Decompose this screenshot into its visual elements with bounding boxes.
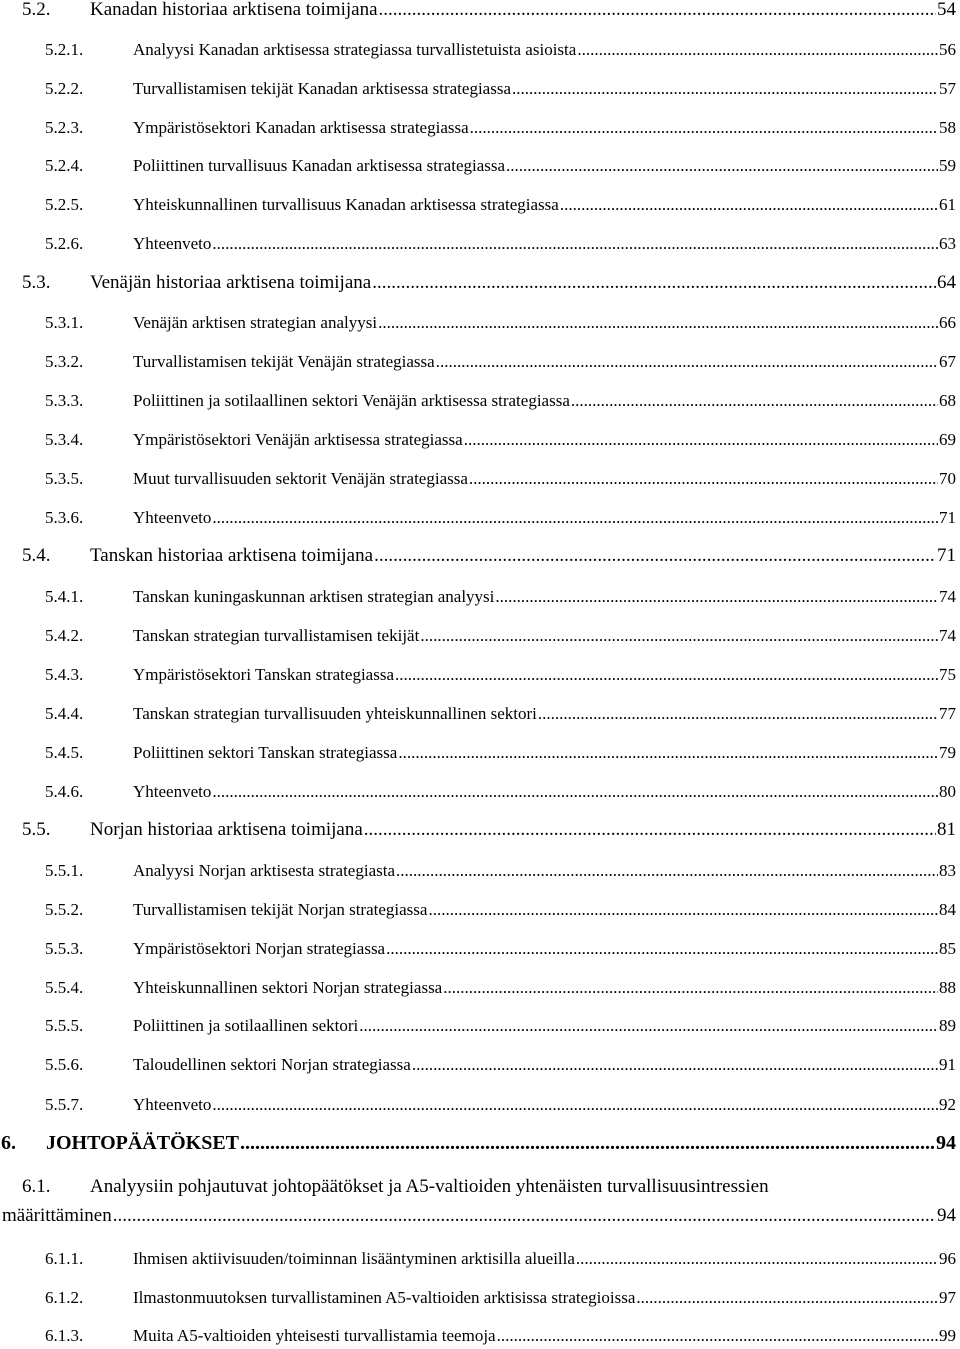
toc-entry[interactable] xyxy=(45,80,956,97)
dot-leader xyxy=(495,588,938,605)
dot-leader xyxy=(359,1017,938,1034)
toc-page-number: 69 xyxy=(939,430,956,449)
toc-entry[interactable] xyxy=(45,1289,956,1306)
toc-entry[interactable] xyxy=(45,862,956,879)
toc-page-number: 64 xyxy=(937,272,956,293)
toc-title: Poliittinen ja sotilaallinen sektori Venäjän arktisessa strategiassa xyxy=(133,391,570,410)
toc-number: 5.3.4. xyxy=(45,430,84,449)
dot-leader xyxy=(497,1327,938,1344)
toc-entry[interactable] xyxy=(45,901,956,918)
toc-entry[interactable] xyxy=(22,546,956,565)
toc-number: 5.5.1. xyxy=(45,861,84,880)
toc-number: 5.5.4. xyxy=(45,978,84,997)
toc-page-number: 88 xyxy=(939,978,956,997)
toc-page-number: 77 xyxy=(939,704,956,723)
toc-entry[interactable] xyxy=(45,1096,956,1113)
dot-leader xyxy=(470,119,938,136)
toc-entry[interactable] xyxy=(45,157,956,174)
toc-number: 5.4.1. xyxy=(45,587,84,606)
toc-title: Tanskan historiaa arktisena toimijana xyxy=(90,545,374,566)
toc-page-number: 80 xyxy=(939,782,956,801)
toc-number: 5.2.3. xyxy=(45,118,84,137)
toc-title: Taloudellinen sektori Norjan strategiassa xyxy=(133,1055,411,1074)
toc-title: Ympäristösektori Norjan strategiassa xyxy=(133,939,386,958)
dot-leader xyxy=(398,744,938,761)
toc-page-number: 56 xyxy=(939,40,956,59)
toc-entry[interactable] xyxy=(45,235,956,252)
toc-title: Turvallistamisen tekijät Venäjän strategiassa xyxy=(133,352,435,371)
toc-page-number: 74 xyxy=(939,626,956,645)
toc-entry[interactable] xyxy=(45,588,956,605)
toc-title: Tanskan strategian turvallisuuden yhteiskunnallinen sektori xyxy=(133,704,537,723)
toc-number: 6.1. xyxy=(22,1176,51,1197)
toc-page-number: 92 xyxy=(939,1095,956,1114)
dot-leader xyxy=(386,940,938,957)
toc-entry[interactable] xyxy=(45,666,956,683)
toc-page-number: 54 xyxy=(937,0,956,20)
dot-leader xyxy=(372,273,936,292)
toc-number: 5.5. xyxy=(22,819,51,840)
toc-page-number: 85 xyxy=(939,939,956,958)
toc-title: Turvallistamisen tekijät Norjan strategiassa xyxy=(133,900,428,919)
toc-number: 5.5.2. xyxy=(45,900,84,919)
toc-number: 6.1.1. xyxy=(45,1249,84,1268)
toc-title: Ihmisen aktiivisuuden/toiminnan lisääntyminen arktisilla alueilla xyxy=(133,1249,575,1268)
dot-leader xyxy=(378,314,938,331)
toc-entry[interactable] xyxy=(45,783,956,800)
toc-number: 5.4.3. xyxy=(45,665,84,684)
toc-entry[interactable] xyxy=(45,470,956,487)
dot-leader xyxy=(512,80,938,97)
dot-leader xyxy=(576,1250,938,1267)
toc-number: 5.3.1. xyxy=(45,313,84,332)
toc-page-number: 61 xyxy=(939,195,956,214)
toc-title: Norjan historiaa arktisena toimijana xyxy=(90,819,363,840)
toc-page-number: 71 xyxy=(939,508,956,527)
toc-entry[interactable] xyxy=(45,979,956,996)
toc-entry-chapter[interactable] xyxy=(1,1133,956,1153)
toc-number: 5.4.2. xyxy=(45,626,84,645)
toc-entry[interactable] xyxy=(45,392,956,409)
toc-entry[interactable] xyxy=(45,1250,956,1267)
dot-leader xyxy=(428,901,938,918)
toc-page-number: 83 xyxy=(939,861,956,880)
toc-number: 6. xyxy=(1,1132,16,1154)
toc-title: Poliittinen sektori Tanskan strategiassa xyxy=(133,743,398,762)
toc-title: Muita A5-valtioiden yhteisesti turvallistamia teemoja xyxy=(133,1326,496,1345)
toc-number: 6.1.2. xyxy=(45,1288,84,1307)
toc-entry[interactable] xyxy=(45,196,956,213)
toc-number: 5.3. xyxy=(22,272,51,293)
toc-page-number: 63 xyxy=(939,234,956,253)
toc-number: 6.1.3. xyxy=(45,1326,84,1345)
toc-entry[interactable] xyxy=(45,353,956,370)
dot-leader xyxy=(469,470,938,487)
toc-page-number: 99 xyxy=(939,1326,956,1345)
toc-title: Analyysi Kanadan arktisessa strategiassa turvallistetuista asioista xyxy=(133,40,577,59)
dot-leader xyxy=(443,979,938,996)
toc-title: Poliittinen ja sotilaallinen sektori xyxy=(133,1016,359,1035)
toc-page-number: 91 xyxy=(939,1055,956,1074)
toc-page-number: 96 xyxy=(939,1249,956,1268)
toc-title: Venäjän historiaa arktisena toimijana xyxy=(90,272,372,293)
toc-title: Poliittinen turvallisuus Kanadan arktisessa strategiassa xyxy=(133,156,506,175)
dot-leader xyxy=(538,705,938,722)
toc-title: Muut turvallisuuden sektorit Venäjän strategiassa xyxy=(133,469,468,488)
toc-entry[interactable] xyxy=(45,940,956,957)
toc-page-number: 70 xyxy=(939,469,956,488)
dot-leader xyxy=(212,235,938,252)
toc-title: Venäjän arktisen strategian analyysi xyxy=(133,313,378,332)
toc-title: Analyysiin pohjautuvat johtopäätökset ja A5-valtioiden yhtenäisten turvallisuusintressien xyxy=(90,1176,769,1197)
toc-entry[interactable] xyxy=(45,744,956,761)
dot-leader xyxy=(412,1056,938,1073)
dot-leader xyxy=(436,353,938,370)
dot-leader xyxy=(379,0,936,19)
toc-page-number: 58 xyxy=(939,118,956,137)
toc-page-number: 89 xyxy=(939,1016,956,1035)
toc-page-number: 67 xyxy=(939,352,956,371)
toc-page-number: 84 xyxy=(939,900,956,919)
dot-leader xyxy=(420,627,938,644)
toc-number: 5.5.6. xyxy=(45,1055,84,1074)
toc-page-number: 94 xyxy=(937,1205,956,1226)
toc-page-number: 97 xyxy=(939,1288,956,1307)
toc-entry[interactable] xyxy=(45,431,956,448)
toc-number: 5.4.4. xyxy=(45,704,84,723)
toc-page-number: 79 xyxy=(939,743,956,762)
dot-leader xyxy=(636,1289,938,1306)
toc-entry-line xyxy=(22,1177,956,1196)
dot-leader xyxy=(560,196,938,213)
toc-title: Yhteenveto xyxy=(133,1095,212,1114)
toc-title: Yhteiskunnallinen turvallisuus Kanadan arktisessa strategiassa xyxy=(133,195,559,214)
toc-title: Ympäristösektori Kanadan arktisessa strategiassa xyxy=(133,118,469,137)
toc-number: 5.4.6. xyxy=(45,782,84,801)
toc-page-number: 66 xyxy=(939,313,956,332)
toc-title: Tanskan kuningaskunnan arktisen strategian analyysi xyxy=(133,587,495,606)
toc-number: 5.2. xyxy=(22,0,51,20)
dot-leader xyxy=(240,1133,935,1153)
toc-page-number: 81 xyxy=(937,819,956,840)
toc-page-number: 94 xyxy=(936,1132,956,1154)
toc-entry[interactable] xyxy=(22,820,956,839)
toc-page-number: 71 xyxy=(937,545,956,566)
toc-title: Kanadan historiaa arktisena toimijana xyxy=(90,0,378,20)
dot-leader xyxy=(571,392,938,409)
toc-entry[interactable] xyxy=(22,273,956,292)
toc-number: 5.3.3. xyxy=(45,391,84,410)
toc-title: Yhteenveto xyxy=(133,234,212,253)
toc-number: 5.2.1. xyxy=(45,40,84,59)
toc-entry[interactable] xyxy=(45,1056,956,1073)
toc-title: Turvallistamisen tekijät Kanadan arktisessa strategiassa xyxy=(133,79,512,98)
dot-leader xyxy=(364,820,936,839)
toc-number: 5.3.6. xyxy=(45,508,84,527)
dot-leader xyxy=(212,509,938,526)
toc-entry[interactable] xyxy=(22,0,956,19)
toc-entry[interactable] xyxy=(45,1327,956,1344)
toc-number: 5.3.2. xyxy=(45,352,84,371)
toc-number: 5.5.5. xyxy=(45,1016,84,1035)
toc-number: 5.4.5. xyxy=(45,743,84,762)
toc-title: Ympäristösektori Tanskan strategiassa xyxy=(133,665,394,684)
toc-entry[interactable] xyxy=(45,705,956,722)
toc-title: Yhteiskunnallinen sektori Norjan strategiassa xyxy=(133,978,443,997)
toc-number: 5.2.4. xyxy=(45,156,84,175)
toc-title-continued: määrittäminen xyxy=(2,1205,112,1226)
dot-leader xyxy=(464,431,938,448)
toc-number: 5.5.7. xyxy=(45,1095,84,1114)
dot-leader xyxy=(506,157,938,174)
toc-title: Yhteenveto xyxy=(133,508,212,527)
dot-leader xyxy=(212,783,938,800)
dot-leader xyxy=(374,546,936,565)
toc-number: 5.3.5. xyxy=(45,469,84,488)
toc-number: 5.2.6. xyxy=(45,234,84,253)
dot-leader xyxy=(396,862,938,879)
toc-title: Tanskan strategian turvallistamisen tekijät xyxy=(133,626,420,645)
toc-page-number: 68 xyxy=(939,391,956,410)
dot-leader xyxy=(113,1206,936,1225)
toc-entry[interactable] xyxy=(45,119,956,136)
toc-title: Yhteenveto xyxy=(133,782,212,801)
toc-page-number: 59 xyxy=(939,156,956,175)
toc-entry-line xyxy=(2,1206,956,1225)
dot-leader xyxy=(212,1096,938,1113)
toc-number: 5.5.3. xyxy=(45,939,84,958)
toc-entry[interactable] xyxy=(45,627,956,644)
toc-title: JOHTOPÄÄTÖKSET xyxy=(46,1132,240,1154)
toc-number: 5.2.2. xyxy=(45,79,84,98)
dot-leader xyxy=(577,41,938,58)
toc-entry[interactable] xyxy=(45,509,956,526)
toc-title: Analyysi Norjan arktisesta strategiasta xyxy=(133,861,396,880)
toc-page-number: 57 xyxy=(939,79,956,98)
toc-entry[interactable] xyxy=(45,1017,956,1034)
toc-number: 5.4. xyxy=(22,545,51,566)
toc-page-number: 74 xyxy=(939,587,956,606)
toc-title: Ilmastonmuutoksen turvallistaminen A5-valtioiden arktisissa strategioissa xyxy=(133,1288,636,1307)
toc-entry[interactable] xyxy=(45,41,956,58)
toc-entry[interactable] xyxy=(45,314,956,331)
toc-page-number: 75 xyxy=(939,665,956,684)
toc-number: 5.2.5. xyxy=(45,195,84,214)
dot-leader xyxy=(395,666,938,683)
toc-title: Ympäristösektori Venäjän arktisessa strategiassa xyxy=(133,430,463,449)
toc-entry-wrapped[interactable] xyxy=(2,1176,956,1226)
